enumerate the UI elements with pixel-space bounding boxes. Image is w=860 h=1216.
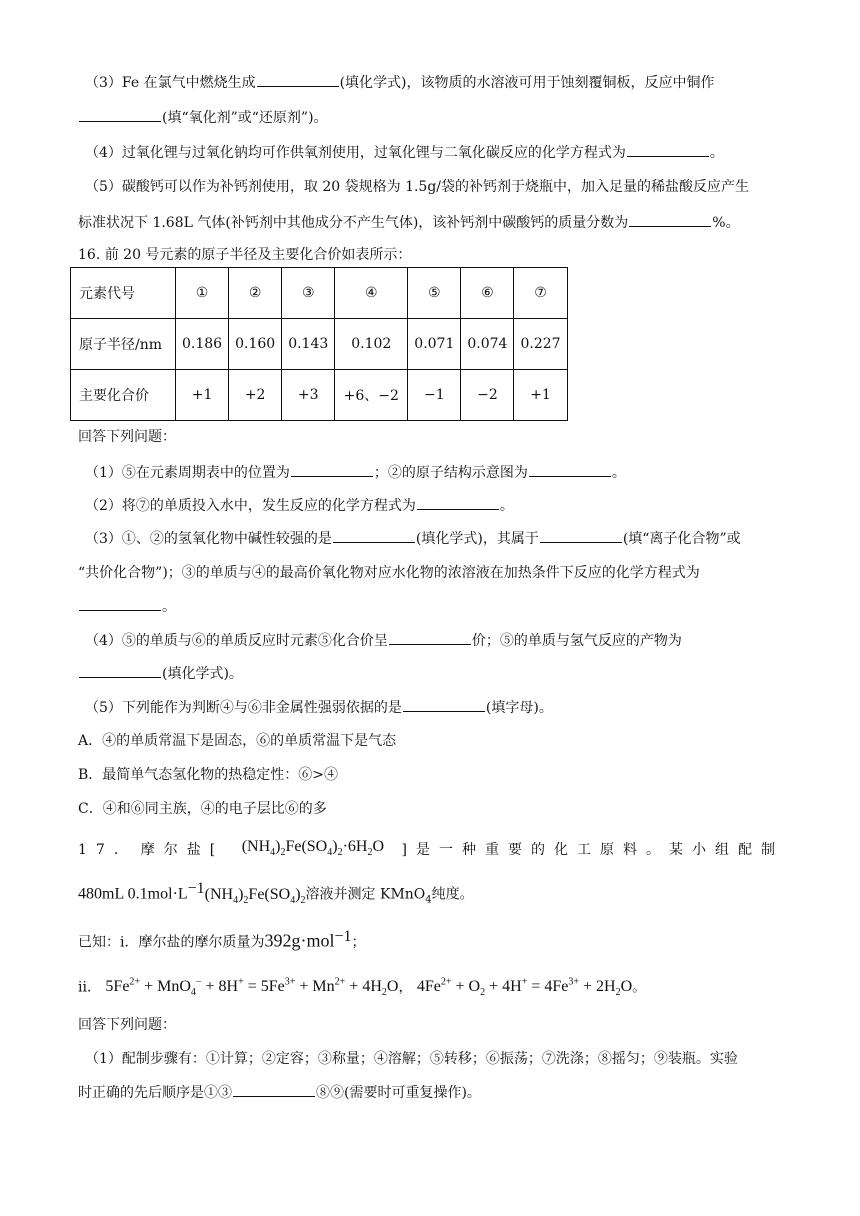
table-cell: ⑦ <box>514 268 567 319</box>
table-cell: +1 <box>176 370 229 421</box>
formula-solution: $(NH_4)_2Fe(SO_4)_2$ <box>204 885 306 906</box>
answer-blank[interactable] <box>257 72 339 87</box>
answer-blank[interactable] <box>389 630 471 645</box>
q16-part5: （5）下列能作为判断④与⑥非金属性强弱依据的是 (填字母)。 <box>85 697 553 718</box>
answer-blank[interactable] <box>529 462 611 477</box>
answer-blank[interactable] <box>233 1082 315 1097</box>
table-cell: ③ <box>282 268 335 319</box>
q16-option-b: B．最简单气态氢化物的热稳定性：⑥>④ <box>78 767 339 783</box>
table-cell: 0.143 <box>282 319 335 370</box>
answer-blank[interactable] <box>333 528 415 543</box>
q17-line2: 480mL $0.1mol\cdot L^{-1}(NH_4)_2Fe(SO_4)_2$溶液并测定 KMnO$_4$纯度。 <box>78 880 474 906</box>
table-cell: +2 <box>229 370 282 421</box>
q16-part4-line1: （4）⑤的单质与⑥的单质反应时元素⑤化合价呈 价；⑤的单质与氢气反应的产物为 <box>85 630 682 651</box>
table-cell: ⑤ <box>408 268 461 319</box>
table-cell: −2 <box>461 370 514 421</box>
table-cell: +3 <box>282 370 335 421</box>
formula-mohr-salt: $(NH_4)_2Fe(SO_4)_2\cdot 6H_2O$ <box>241 838 385 859</box>
table-cell: 0.186 <box>176 319 229 370</box>
table-row <box>71 319 568 370</box>
table-row <box>71 370 568 421</box>
q16-part3-line3: 。 <box>78 596 176 617</box>
q15-part5-line1: （5）碳酸钙可以作为补钙剂使用，取 20 袋规格为 1.5g/袋的补钙剂于烧瓶中，加入足量的稀盐酸反应产生 <box>85 179 750 195</box>
element-data-table <box>70 267 568 421</box>
row-header: 原子半径/nm <box>71 319 176 370</box>
q16-part2: （2）将⑦的单质投入水中，发生反应的化学方程式为 。 <box>85 495 514 516</box>
answer-blank[interactable] <box>417 495 499 510</box>
table-cell: ① <box>176 268 229 319</box>
answer-blank[interactable] <box>629 212 711 227</box>
q17-known-i: 已知：i．摩尔盐的摩尔质量为392g·mol$^{-1}$； <box>78 928 366 951</box>
table-cell: 0.071 <box>408 319 461 370</box>
table-cell: 0.227 <box>514 319 567 370</box>
q17-answer-prompt: 回答下列问题： <box>78 1017 176 1033</box>
table-cell: ⑥ <box>461 268 514 319</box>
q16-intro: 16. 前 20 号元素的原子半径及主要化合价如表所示： <box>78 247 412 263</box>
table-cell: +1 <box>514 370 567 421</box>
row-header: 主要化合价 <box>71 370 176 421</box>
table-cell: +6、−2 <box>335 370 408 421</box>
table-cell: 0.074 <box>461 319 514 370</box>
answer-blank[interactable] <box>540 528 622 543</box>
q16-part3-line1: （3）①、②的氢氧化物中碱性较强的是 (填化学式)，其属于 (填“离子化合物”或 <box>85 528 741 549</box>
q16-option-c: C．④和⑥同主族，④的电子层比⑥的多 <box>78 801 327 817</box>
q16-part1: （1）⑤在元素周期表中的位置为 ；②的原子结构示意图为 。 <box>85 462 626 483</box>
q16-part4-line2: (填化学式)。 <box>78 663 243 684</box>
q15-part4: （4）过氧化锂与过氧化钠均可作供氧剂使用，过氧化锂与二氧化碳反应的化学方程式为 。 <box>85 142 724 163</box>
equation-permanganate: $5Fe^{2+} + MnO_4^- + 8H^+ = 5Fe^{3+} + Mn^{2+} + 4H_2O$ <box>105 977 399 999</box>
table-cell: ④ <box>335 268 408 319</box>
table-cell: 0.102 <box>335 319 408 370</box>
answer-blank[interactable] <box>403 697 485 712</box>
q17-known-ii: ii． $5Fe^{2+} + MnO_4^- + 8H^+ = 5Fe^{3+} + Mn^{2+} + 4H_2O$， $4Fe^{2+} + O_2 + 4H^+ = 4Fe^{3+} + 2H_2O$。 <box>78 977 647 999</box>
q17-part1-line2: 时正确的先后顺序是①③ ⑧⑨(需要时可重复操作)。 <box>78 1082 481 1103</box>
answer-blank[interactable] <box>79 107 161 122</box>
answer-blank[interactable] <box>627 142 709 157</box>
q16-part3-line2: “共价化合物”)；③的单质与④的最高价氧化物对应水化物的浓溶液在加热条件下反应的化学方程式为 <box>78 565 700 581</box>
q15-part3-line1: （3）Fe 在氯气中燃烧生成 (填化学式)，该物质的水溶液可用于蚀刻覆铜板，反应中铜作 <box>85 72 715 93</box>
q17-part1-line1: （1）配制步骤有：①计算；②定容；③称量；④溶解；⑤转移；⑥振荡；⑦洗涤；⑧摇匀；⑨装瓶。实验 <box>85 1051 738 1067</box>
answer-blank[interactable] <box>79 596 161 611</box>
q15-part5-line2: 标准状况下 1.68L 气体(补钙剂中其他成分不产生气体)，该补钙剂中碳酸钙的质量分数为 %。 <box>78 212 740 233</box>
equation-oxygen: $4Fe^{2+} + O_2 + 4H^+ = 4Fe^{3+} + 2H_2O$ <box>416 977 633 999</box>
table-cell: −1 <box>408 370 461 421</box>
answer-blank[interactable] <box>291 462 373 477</box>
table-cell: ② <box>229 268 282 319</box>
row-header: 元素代号 <box>71 268 176 319</box>
answer-blank[interactable] <box>79 663 161 678</box>
q16-answer-prompt: 回答下列问题： <box>78 429 176 445</box>
table-row <box>71 268 568 319</box>
q16-option-a: A．④的单质常温下是固态，⑥的单质常温下是气态 <box>78 733 397 749</box>
table-cell: 0.160 <box>229 319 282 370</box>
q17-line1: 17. 摩尔盐[ $(NH_4)_2Fe(SO_4)_2\cdot 6H_2O$ ]是一种重要的化工原料。某小组配制 <box>78 834 784 866</box>
q15-part3-line2: (填“氧化剂”或“还原剂”)。 <box>78 107 328 128</box>
